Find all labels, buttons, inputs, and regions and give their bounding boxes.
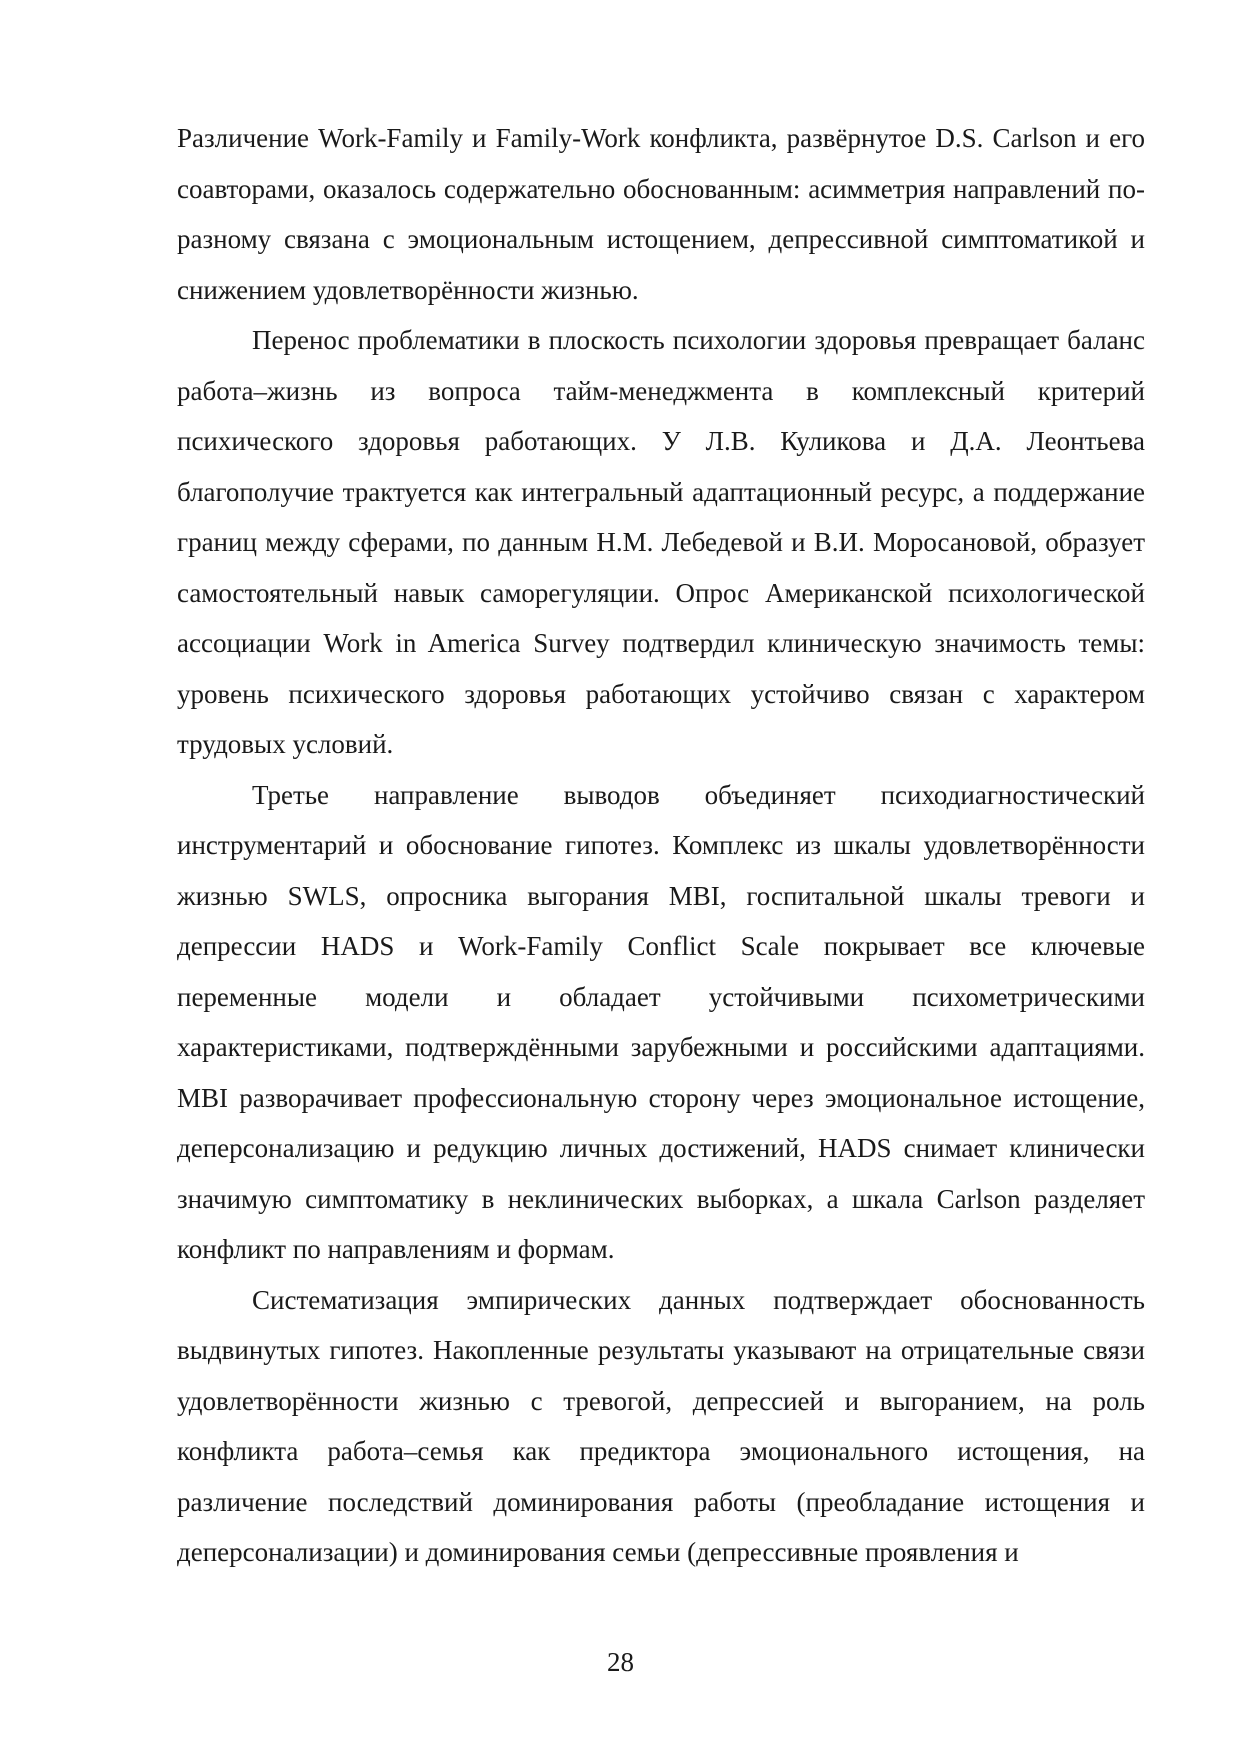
page-number: 28 bbox=[607, 1647, 634, 1677]
body-text bbox=[177, 113, 1145, 1578]
paragraph-health-psychology: Перенос проблематики в плоскость психологии здоровья превращает баланс работа–жизнь из вопроса тайм-менеджмента в комплексный критерий психического здоровья работающих. У Л.В. Куликова и Д.А. Леонтьева благополучие трактуется как интегральный адаптационный ресурс, а поддержание границ между сферами, по данным Н.М. Лебедевой и В.И. Моросановой, образует самостоятельный навык саморегуляции. Опрос Американской психологической ассоциации Work in America Survey подтвердил клиническую значимость темы: уровень психического здоровья работающих устойчиво связан с характером трудовых условий. bbox=[177, 325, 1145, 759]
paragraph-empirical-data: Систематизация эмпирических данных подтверждает обоснованность выдвинутых гипотез. Накопленные результаты указывают на отрицательные связи удовлетворённости жизнью с тревогой, депрессией и выгоранием, на роль конфликта работа–семья как предиктора эмоционального истощения, на различение последствий доминирования работы (преобладание истощения и деперсонализации) и доминирования семьи (депрессивные проявления и bbox=[177, 1284, 1145, 1567]
paragraph-carlson-conflict: Различение Work-Family и Family-Work конфликта, развёрнутое D.S. Carlson и его соавторами, оказалось содержательно обоснованным: асимметрия направлений по-разному связана с эмоциональным истощением, депрессивной симптоматикой и снижением удовлетворённости жизнью. bbox=[177, 123, 1145, 305]
paragraph-diagnostic-tools: Третье направление выводов объединяет психодиагностический инструментарий и обоснование гипотез. Комплекс из шкалы удовлетворённости жизнью SWLS, опросника выгорания MBI, госпитальной шкалы тревоги и депрессии HADS и Work-Family Conflict Scale покрывает все ключевые переменные модели и обладает устойчивыми психометрическими характеристиками, подтверждёнными зарубежными и российскими адаптациями. MBI разворачивает профессиональную сторону через эмоциональное истощение, деперсонализацию и редукцию личных достижений, HADS снимает клинически значимую симптоматику в неклинических выборках, а шкала Carlson разделяет конфликт по направлениям и формам. bbox=[177, 779, 1145, 1264]
